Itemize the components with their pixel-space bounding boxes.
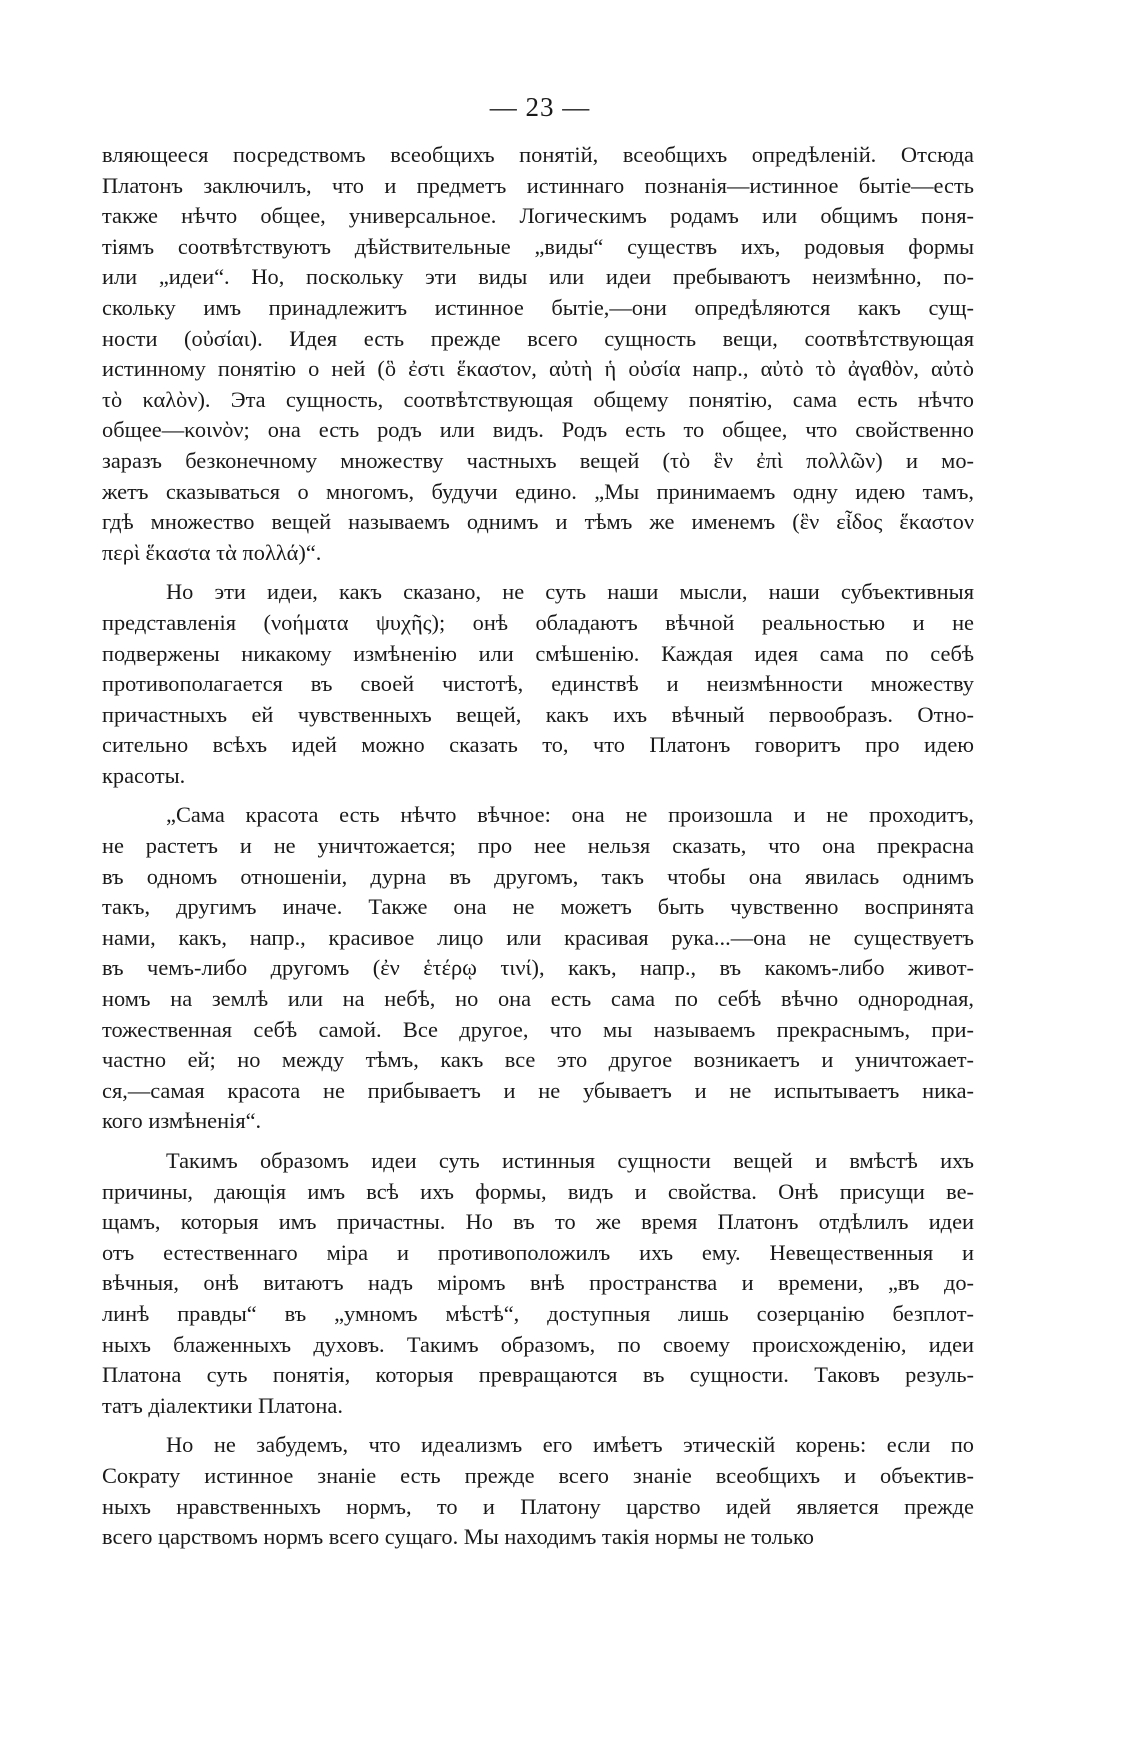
paragraph (102, 577, 974, 791)
text-line: ныхъ нравственныхъ нормъ, то и Платону царство идей является прежде (102, 1493, 974, 1519)
text-line: τὸ καλὸν). Эта сущность, соотвѣтствующая общему понятію, сама есть нѣчто (102, 386, 974, 412)
text-line: истинному понятію о ней (ὃ ἐστι ἕκαστον, αὐτὴ ἡ οὐσία напр., αὐτὸ τὸ ἀγαθὸν, αὐτὸ (102, 356, 974, 382)
text-line: вляющееся посредствомъ всеобщихъ понятій, всеобщихъ опредѣленій. Отсюда (102, 142, 974, 167)
page-number: — 23 — (489, 92, 591, 122)
paragraph (102, 140, 974, 568)
text-line: подвержены никакому измѣненію или смѣшенію. Каждая идея сама по себѣ (102, 640, 974, 666)
paragraph (102, 1430, 974, 1552)
text-line: отъ естественнаго міра и противоположилъ ихъ ему. Невещественныя и (102, 1239, 974, 1265)
text-line: противополагается въ своей чистотѣ, единствѣ и неизмѣнности множеству (102, 671, 974, 697)
text-line: также нѣчто общее, универсальное. Логическимъ родамъ или общимъ поня- (102, 203, 974, 229)
text-line: вѣчныя, онѣ витаютъ надъ міромъ внѣ пространства и времени, „въ до- (102, 1270, 974, 1296)
text-line: такъ, другимъ иначе. Также она не можетъ быть чувственно воспринята (102, 894, 974, 920)
text-line: скольку имъ принадлежитъ истинное бытіе,—они опредѣляются какъ сущ- (102, 294, 974, 320)
text-line: „Сама красота есть нѣчто вѣчное: она не произошла и не проходитъ, (166, 802, 974, 828)
text-line: щамъ, которыя имъ причастны. Но въ то же время Платонъ отдѣлилъ идеи (102, 1209, 974, 1235)
text-line: частно ей; но между тѣмъ, какъ все это другое возникаетъ и уничтожает- (102, 1047, 974, 1073)
text-line: татъ діалектики Платона. (102, 1392, 343, 1418)
text-line: представленія (νοήματα ψυχῆς); онѣ обладаютъ вѣчной реальностью и не (102, 609, 974, 635)
text-line: причины, дающія имъ всѣ ихъ формы, видъ и свойства. Онѣ присущи ве- (102, 1178, 974, 1204)
text-line: тіямъ соотвѣтствуютъ дѣйствительные „виды“ существъ ихъ, родовыя формы (102, 233, 974, 259)
text-line: Такимъ образомъ идеи суть истинныя сущности вещей и вмѣстѣ ихъ (166, 1148, 974, 1173)
text-line: заразъ безконечному множеству частныхъ вещей (τὸ ἓν ἐπὶ πολλῶν) и мо- (102, 447, 974, 473)
text-line: причастныхъ ей чувственныхъ вещей, какъ ихъ вѣчный первообразъ. Отно- (102, 701, 974, 727)
text-line: линѣ правды“ въ „умномъ мѣстѣ“, доступныя лишь созерцанію безплот- (102, 1300, 974, 1326)
text-line: или „идеи“. Но, поскольку эти виды или идеи пребываютъ неизмѣнно, по- (102, 264, 974, 290)
text-line: ныхъ блаженныхъ духовъ. Такимъ образомъ, по своему происхожденію, идеи (102, 1331, 974, 1357)
text-line: кого измѣненія“. (102, 1108, 262, 1134)
text-line: Но не забудемъ, что идеализмъ его имѣетъ этическій корень: если по (166, 1432, 974, 1458)
text-line: жетъ сказываться о многомъ, будучи едино. „Мы принимаемъ одну идею тамъ, (102, 478, 974, 504)
text-line: не растетъ и не уничтожается; про нее нельзя сказать, что она прекрасна (102, 833, 974, 859)
text-line: нами, какъ, напр., красивое лицо или красивая рука...—она не существуетъ (102, 924, 974, 950)
paragraph (102, 800, 974, 1137)
text-line: въ одномъ отношеніи, дурна въ другомъ, такъ чтобы она явилась однимъ (102, 863, 974, 889)
text-line: Платона суть понятія, которыя превращаются въ сущности. Таковъ резуль- (102, 1362, 974, 1388)
text-line: въ чемъ-либо другомъ (ἐν ἑτέρῳ τινί), какъ, напр., въ какомъ-либо живот- (102, 955, 974, 981)
text-line: тожественная себѣ самой. Все другое, что мы называемъ прекраснымъ, при- (102, 1016, 974, 1042)
text-line: ности (οὐσίαι). Идея есть прежде всего сущность вещи, соотвѣтствующая (102, 325, 974, 351)
body-text (102, 140, 974, 1553)
text-line: общее—κοινὸν; она есть родъ или видъ. Родъ есть то общее, что свойственно (102, 417, 974, 443)
text-line: красоты. (102, 762, 186, 788)
text-line: Но эти идеи, какъ сказано, не суть наши мысли, наши субъективныя (166, 579, 974, 605)
text-line: ся,—самая красота не прибываетъ и не убываетъ и не испытываетъ ника- (102, 1077, 974, 1103)
text-line: сительно всѣхъ идей можно сказать то, что Платонъ говоритъ про идею (102, 732, 974, 758)
text-line: Платонъ заключилъ, что и предметъ истиннаго познанія—истинное бытіе—есть (102, 172, 974, 198)
text-line: всего царствомъ нормъ всего сущаго. Мы находимъ такія нормы не только (102, 1524, 814, 1550)
text-line: номъ на землѣ или на небѣ, но она есть сама по себѣ вѣчно однородная, (102, 986, 974, 1012)
text-line: περὶ ἕκαστα τὰ πολλά)“. (102, 539, 322, 565)
text-line: гдѣ множество вещей называемъ однимъ и тѣмъ же именемъ (ἓν εἶδος ἕκαστον (102, 509, 974, 535)
paragraph (102, 1146, 974, 1421)
text-line: Сократу истинное знаніе есть прежде всего знаніе всеобщихъ и объектив- (102, 1462, 974, 1488)
